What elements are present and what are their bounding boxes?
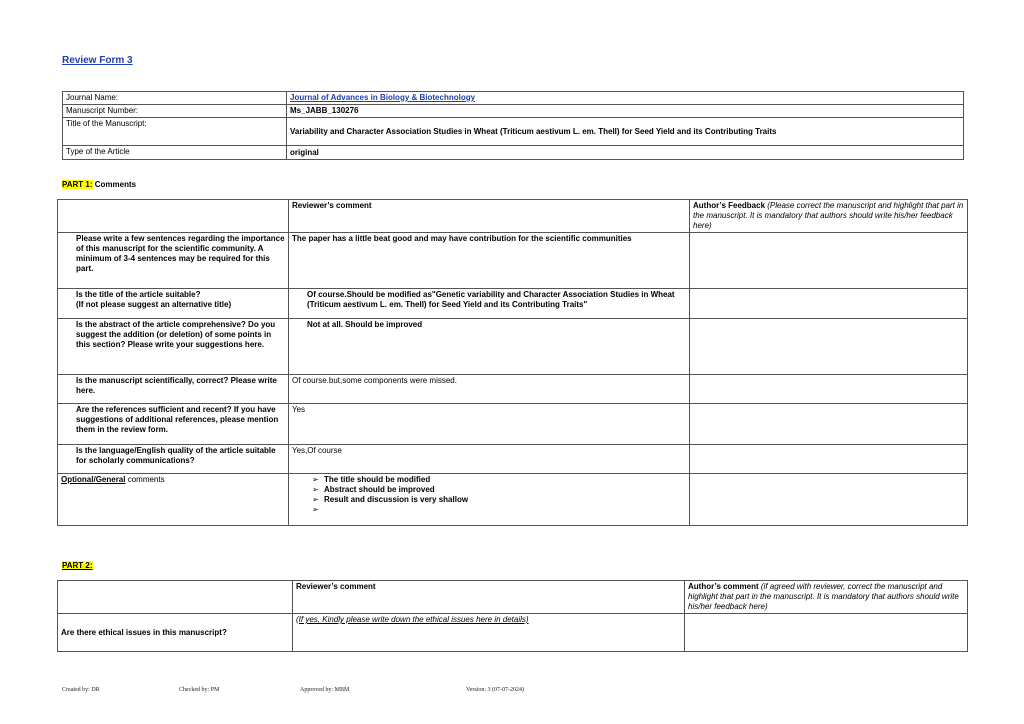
author-feedback-scientific[interactable] xyxy=(690,375,968,404)
list-item: ➢ Result and discussion is very shallow xyxy=(312,495,469,504)
footer-version: Version: 3 (07-07-2024) xyxy=(466,687,524,693)
part1-author-header xyxy=(690,200,968,233)
arrowhead-bullet-icon: ➢ xyxy=(312,485,319,494)
author-feedback-language[interactable] xyxy=(690,445,968,474)
manuscript-info-table xyxy=(62,91,964,160)
author-comment-ethics[interactable] xyxy=(685,614,968,652)
question-language: Is the language/English quality of the article suitable for scholarly communications? xyxy=(58,445,289,474)
comment-abstract[interactable]: Not at all. Should be improved xyxy=(289,319,690,375)
author-feedback-importance[interactable] xyxy=(690,233,968,289)
comment-title[interactable]: Of course.Should be modified as"Genetic variability and Character Association Studies in Wheat (Triticum aestivum L. em. Thell) for Seed Yield and its Contributing Traits" xyxy=(289,289,690,319)
footer-approved-by: Approved by: MBM xyxy=(300,687,350,693)
part2-reviewer-header: Reviewer’s comment xyxy=(293,581,685,614)
part1-heading-label: PART 1: xyxy=(62,180,93,189)
author-feedback-title-row[interactable] xyxy=(690,289,968,319)
comment-importance[interactable]: The paper has a little beat good and may have contribution for the scientific communities xyxy=(289,233,690,289)
author-comment-title: Author’s comment xyxy=(688,582,759,591)
optional-comments-label: Optional/General comments xyxy=(58,474,289,526)
part2-ethics-table xyxy=(57,580,968,652)
comment-scientific[interactable]: Of course.but,some components were missed. xyxy=(289,375,690,404)
arrowhead-bullet-icon: ➢ xyxy=(312,475,319,484)
author-feedback-references[interactable] xyxy=(690,404,968,445)
list-item: ➢ Abstract should be improved xyxy=(312,485,435,494)
comment-ethics[interactable]: (If yes, Kindly please write down the ethical issues here in details) xyxy=(293,614,685,652)
question-ethics: Are there ethical issues in this manuscript? xyxy=(58,614,293,652)
author-feedback-title: Author’s Feedback xyxy=(693,201,766,210)
arrowhead-bullet-icon: ➢ xyxy=(312,495,319,504)
question-importance: Please write a few sentences regarding the importance of this manuscript for the scientific community. A minimum of 3-4 sentences may be required for this part. xyxy=(58,233,289,289)
question-scientific: Is the manuscript scientifically, correct? Please write here. xyxy=(58,375,289,404)
part2-author-header xyxy=(685,581,968,614)
question-references: Are the references sufficient and recent? If you have suggestions of additional references, please mention them in the review form. xyxy=(58,404,289,445)
journal-name-label: Journal Name: xyxy=(63,92,287,105)
author-feedback-abstract[interactable] xyxy=(690,319,968,375)
article-type-label: Type of the Article xyxy=(63,146,287,160)
part1-reviewer-header: Reviewer’s comment xyxy=(289,200,690,233)
question-title: Is the title of the article suitable? (If not please suggest an alternative title) xyxy=(58,289,289,319)
part1-question-header xyxy=(58,200,289,233)
comment-references[interactable]: Yes xyxy=(289,404,690,445)
manuscript-title-label: Title of the Manuscript: xyxy=(63,118,287,146)
author-feedback-instructions: (Please correct the manuscript and highlight that part in the manuscript. It is mandatory that authors should write his/her feedback here) xyxy=(693,201,964,230)
author-comment-instructions: (if agreed with reviewer, correct the manuscript and highlight that part in the manuscript. It is mandatory that authors should write his/her feedback here) xyxy=(688,582,959,611)
manuscript-number-value: Ms_JABB_130276 xyxy=(287,105,964,118)
manuscript-title-value: Variability and Character Association Studies in Wheat (Triticum aestivum L. em. Thell) for Seed Yield and its Contributing Traits xyxy=(287,118,964,146)
part1-heading-rest: Comments xyxy=(92,180,137,189)
manuscript-number-label: Manuscript Number: xyxy=(63,105,287,118)
part1-heading xyxy=(62,180,136,189)
comment-language[interactable]: Yes,Of course xyxy=(289,445,690,474)
article-type-value: original xyxy=(287,146,964,160)
journal-name-link[interactable]: Journal of Advances in Biology & Biotechnology xyxy=(290,93,476,102)
form-title: Review Form 3 xyxy=(62,55,133,66)
optional-comments[interactable] xyxy=(289,474,690,526)
footer-created-by: Created by: DR xyxy=(62,687,100,693)
part2-heading-label: PART 2: xyxy=(62,561,93,570)
part2-heading xyxy=(62,561,93,570)
part2-question-header xyxy=(58,581,293,614)
list-item: ➢ The title should be modified xyxy=(312,475,431,484)
optional-comments-list xyxy=(292,475,686,514)
question-abstract: Is the abstract of the article comprehensive? Do you suggest the addition (or deletion) of some points in this section? Please write your suggestions here. xyxy=(58,319,289,375)
arrowhead-bullet-icon: ➢ xyxy=(312,505,319,514)
part1-comments-table xyxy=(57,199,968,526)
author-feedback-optional[interactable] xyxy=(690,474,968,526)
footer-checked-by: Checked by: PM xyxy=(179,687,220,693)
